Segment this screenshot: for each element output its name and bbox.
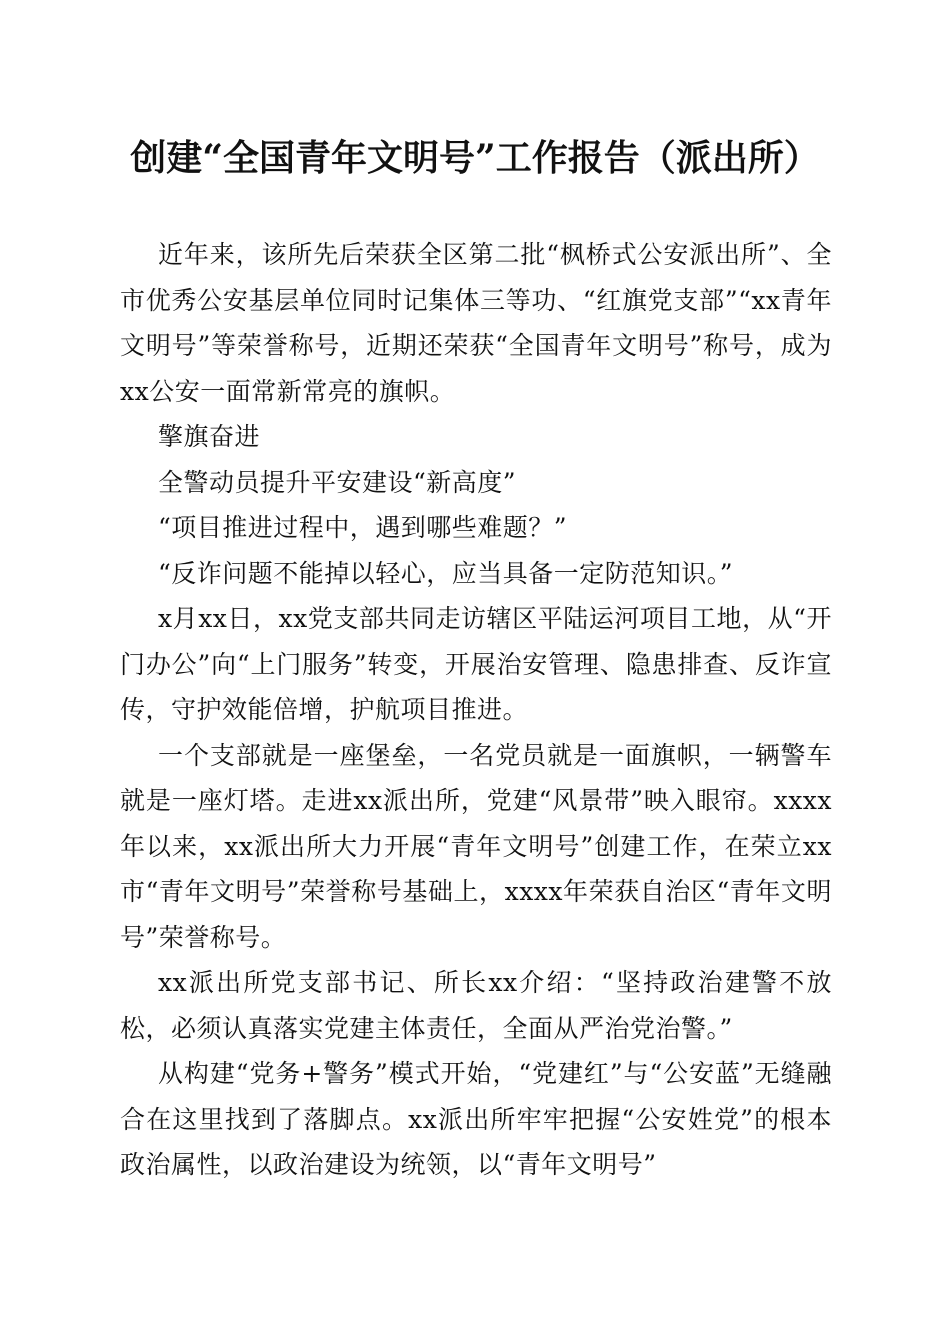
section-heading: 擎旗奋进: [158, 422, 261, 451]
document-title: 创建“全国青年文明号”工作报告（派出所）: [130, 137, 820, 179]
paragraph: 从构建“党务+警务”模式开始，“党建红”与“公安蓝”无缝融合在这里找到了落脚点。xx派出所牢牢把握“公安姓党”的根本政治属性，以政治建设为统领，以“青年文明号”: [120, 1059, 832, 1179]
paragraph: 一个支部就是一座堡垒，一名党员就是一面旗帜，一辆警车就是一座灯塔。走进xx派出所，党建“风景带”映入眼帘。xxxx年以来，xx派出所大力开展“青年文明号”创建工作，在荣立xx市“青年文明号”荣誉称号基础上，xxxx年荣获自治区“青年文明号”荣誉称号。: [120, 740, 832, 952]
document-body: [120, 232, 832, 1188]
section-subheading: 全警动员提升平安建设“新高度”: [158, 467, 517, 497]
quote-line: “反诈问题不能掉以轻心，应当具备一定防范知识。”: [158, 558, 734, 588]
paragraph-intro: 近年来，该所先后荣获全区第二批“枫桥式公安派出所”、全市优秀公安基层单位同时记集体三等功、“红旗党支部”“xx青年文明号”等荣誉称号，近期还荣获“全国青年文明号”称号，成为xx公安一面常新常亮的旗帜。: [120, 240, 832, 406]
paragraph: x月xx日，xx党支部共同走访辖区平陆运河项目工地，从“开门办公”向“上门服务”转变，开展治安管理、隐患排查、反诈宣传，守护效能倍增，护航项目推进。: [120, 604, 832, 724]
quote-line: “项目推进过程中，遇到哪些难题？”: [158, 513, 568, 542]
paragraph: xx派出所党支部书记、所长xx介绍：“坚持政治建警不放松，必须认真落实党建主体责任，全面从严治党治警。”: [120, 968, 832, 1043]
